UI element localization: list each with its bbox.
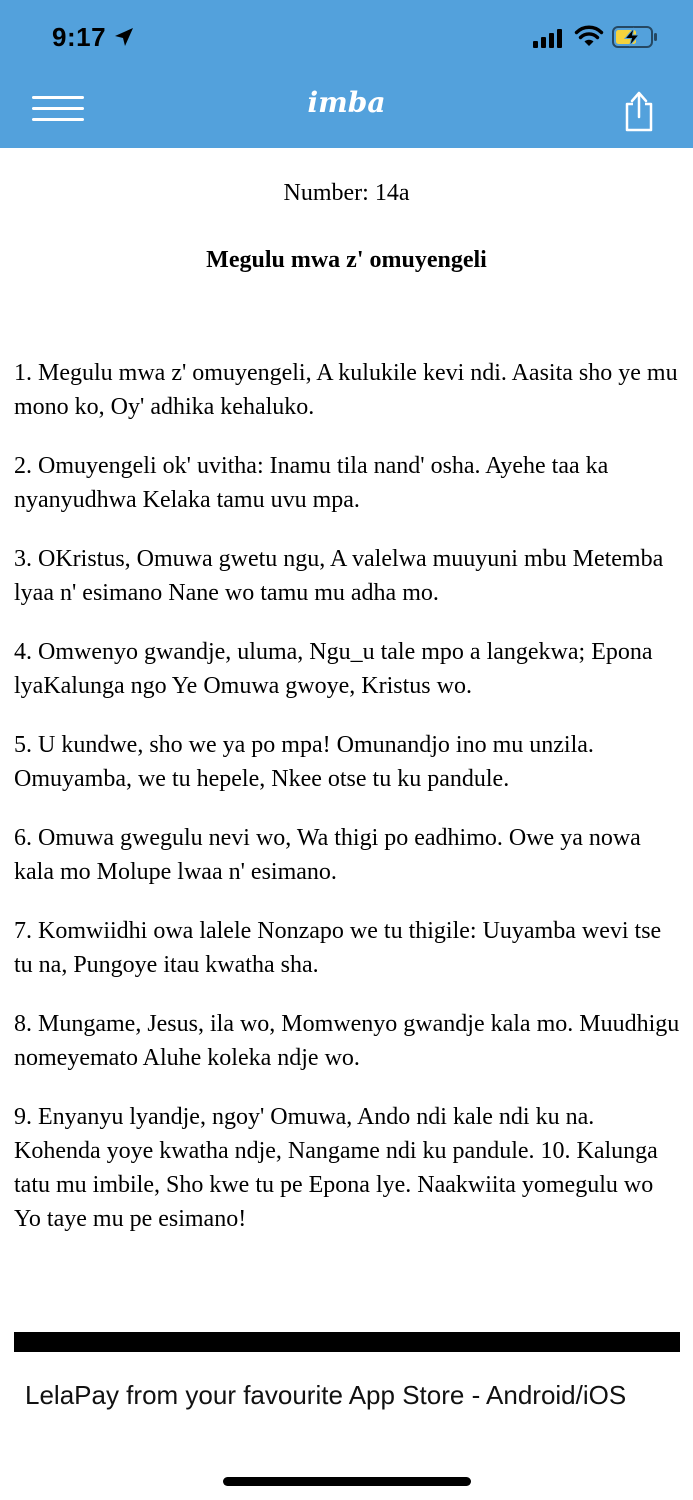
app-title: imba — [307, 86, 386, 119]
cellular-signal-icon — [533, 28, 565, 48]
home-indicator[interactable] — [223, 1477, 471, 1486]
location-arrow-icon — [112, 25, 136, 49]
battery-charging-icon — [612, 25, 658, 49]
ad-banner-divider — [14, 1332, 680, 1352]
wifi-icon — [574, 24, 604, 48]
ad-banner-text[interactable]: LelaPay from your favourite App Store - Android/iOS — [25, 1380, 627, 1410]
verse-6: 6. Omuwa gwegulu nevi wo, Wa thigi po eadhimo. Owe ya nowa kala mo Molupe lwaa n' esimano. — [14, 825, 641, 885]
share-icon[interactable] — [620, 90, 658, 132]
status-time: 9:17 — [52, 22, 107, 52]
song-number: Number: 14a — [283, 180, 410, 206]
verse-5: 5. U kundwe, sho we ya po mpa! Omunandjo ino mu unzila. Omuyamba, we tu hepele, Nkee otse tu ku pandule. — [14, 732, 594, 792]
song-lyrics — [14, 356, 682, 1261]
verse-7: 7. Komwiidhi owa lalele Nonzapo we tu thigile: Uuyamba wevi tse tu na, Pungoye itau kwatha sha. — [14, 918, 662, 978]
verse-2: 2. Omuyengeli ok' uvitha: Inamu tila nand' osha. Ayehe taa ka nyanyudhwa Kelaka tamu uvu mpa. — [14, 453, 609, 513]
top-navigation-bar — [0, 0, 693, 148]
song-title: Megulu mwa z' omuyengeli — [206, 247, 487, 273]
verse-9-10: 9. Enyanyu lyandje, ngoy' Omuwa, Ando ndi kale ndi ku na. Kohenda yoye kwatha ndje, Nangame ndi ku pandule. 10. Kalunga tatu mu imbile, Sho kwe tu pe Epona lye. Naakwiita yomegulu wo Yo taye mu pe esimano! — [14, 1104, 658, 1232]
verse-1: 1. Megulu mwa z' omuyengeli, A kulukile kevi ndi. Aasita sho ye mu mono ko, Oy' adhika kehaluko. — [14, 360, 678, 420]
verse-4: 4. Omwenyo gwandje, uluma, Ngu_u tale mpo a langekwa; Epona lyaKalunga ngo Ye Omuwa gwoye, Kristus wo. — [14, 639, 653, 699]
verse-8: 8. Mungame, Jesus, ila wo, Momwenyo gwandje kala mo. Muudhigu nomeyemato Aluhe koleka ndje wo. — [14, 1011, 680, 1071]
verse-3: 3. OKristus, Omuwa gwetu ngu, A valelwa muuyuni mbu Metemba lyaa n' esimano Nane wo tamu mu adha mo. — [14, 546, 664, 606]
